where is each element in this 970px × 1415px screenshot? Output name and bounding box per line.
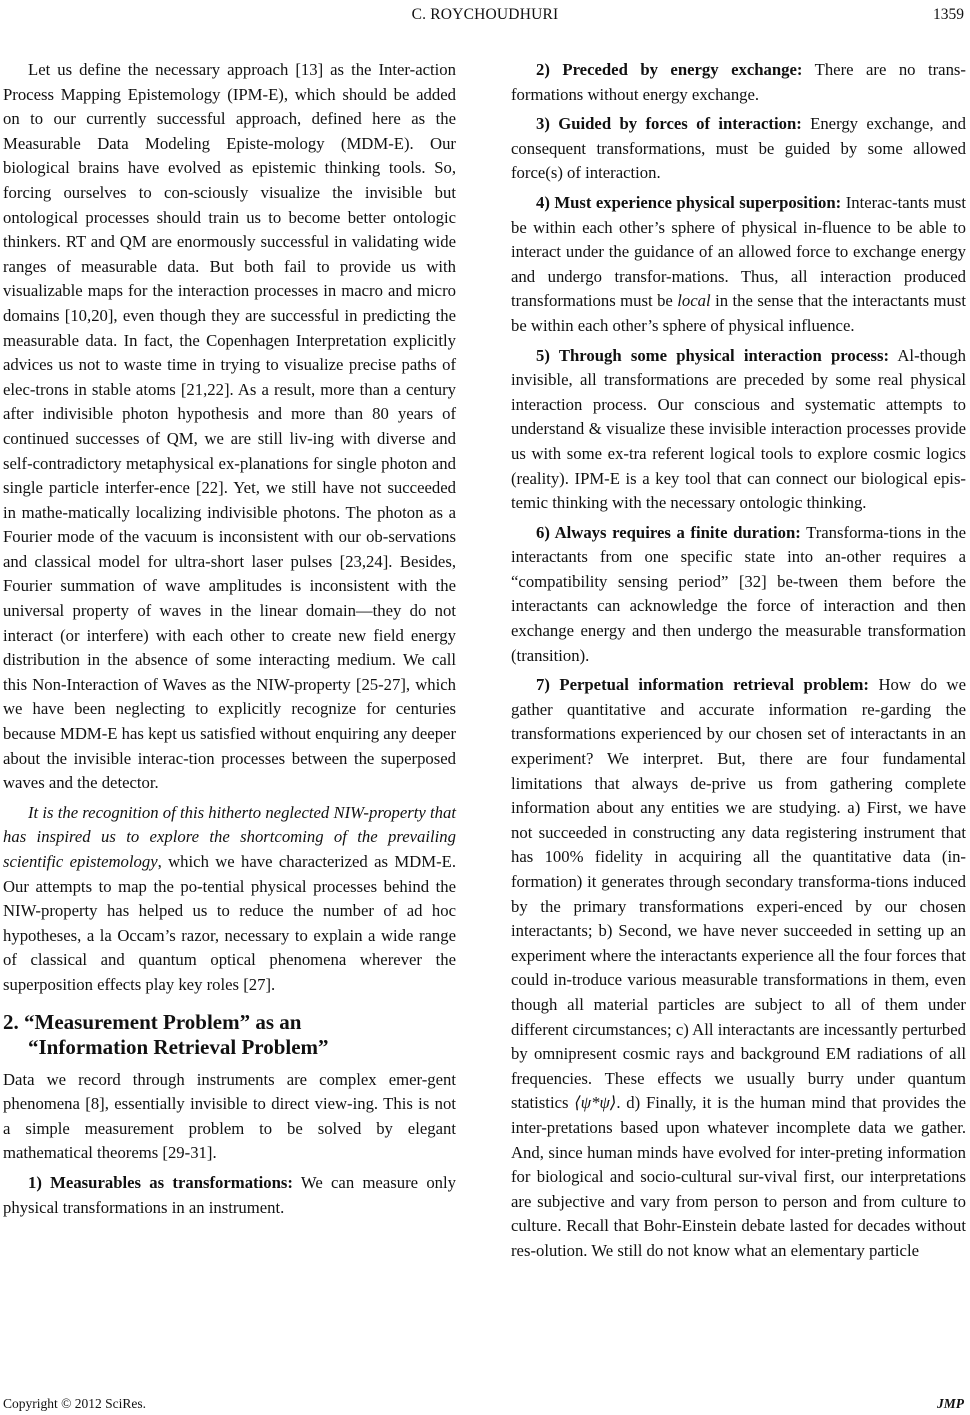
italic-emphasis: It is the recognition of this hitherto neglected NIW-property that has inspired us to explore the shortcoming of the prevailing scientific epistemology (3, 802, 456, 871)
list-item-3: 3) Guided by forces of interaction: Energy exchange, and consequent transformations, must be guided by some allowed force(s) of interaction. (511, 114, 966, 183)
list-item-4-title: 4) Must experience physical superposition: (536, 192, 842, 212)
section-heading-line1: 2. “Measurement Problem” as an (3, 1009, 302, 1034)
list-item-2-title: 2) Preceded by energy exchange: (536, 60, 803, 79)
list-item-5-title: 5) Through some physical interaction process: (536, 345, 890, 365)
list-item-1: 1) Measurables as transformations: We can measure only physical transformations in an instrument. (3, 1172, 456, 1217)
list-item-7: 7) Perpetual information retrieval problem: How do we gather quantitative and accurate information re-garding the transformations experienced by our chosen set of interactants in an experiment? We interpret. But, there are four fundamental limitations that always de-prive us from gathering complete information about any entities we are studying. a) First, we have not succeeded in constructing any data registering instrument that has 100% fidelity in acquiring all the quantitative data (in-formation) it generates through secondary transforma-tions induced by the primary transformations experi-enced by our chosen interactants; b) Second, we have never succeeded in setting up an experiment where the interactants experience all the four forces that could in-troduce various measurable transformations in them, even though all material particles are subject to all of them under different circumstances; c) All interactants are incessantly perturbed by omnipresent cosmic rays and background EM radiations of all frequencies. These effects we usually burry under quantum statistics ⟨ψ*ψ⟩. d) Finally, it is the human mind that provides the inter-pretations based upon whatever incomplete data we gather. And, since human minds have evolved for inter-preting information for biological and socio-cultural sur-vival first, our interpretations are subjective and vary from person to person and from culture to culture. Recall that Bohr-Einstein debate lasted for decades without res-olution. We still do not know what an elementary particle (511, 675, 966, 1260)
list-item-6: 6) Always requires a finite duration: Transforma-tions in the interactants from one specific state into an-other requires a “compatibility sensing period” [32] be-tween them before the interactants can acknowledge the force of interaction and then exchange energy and then undergo the measurable transformation (transition). (511, 522, 966, 665)
copyright-notice: Copyright © 2012 SciRes. (3, 1396, 147, 1411)
paragraph-data-record: Data we record through instruments are complex emer-gent phenomena [8], essentially invisible to direct view-ing. This is not a simple measurement problem to be solved by elegant mathematical theorems [29-31]. (3, 1069, 456, 1163)
section-heading-line2: “Information Retrieval Problem” (28, 1034, 329, 1059)
paragraph-ipm-e: Let us define the necessary approach [13] as the Inter-action Process Mapping Epistemology (IPM-E), which should be added on to our currently successful approach, defined here as the Measurable Data Modeling Episte-mology (MDM-E). Our biological brains have evolved as epistemic thinking tools. So, forcing ourselves to con-sciously visualize the invisible but ontological processes should train us to become better ontologic thinkers. RT and QM are enormously successful in validating wide ranges of measurable data. But both fail to provide us with visualizable maps for the interaction processes in macro and micro domains [10,20], even though they are successful in predicting the measurable data. In fact, the Copenhagen Interpretation explicitly advices us not to waste time in trying to visualize precise paths of elec-trons in stable atoms [21,22]. As a result, more than a century after indivisible photon hypothesis and more than 80 years of continued successes of QM, we are still liv-ing with diverse and self-contradictory metaphysical ex-planations for single photon and single particle interfer-ence [22]. Yet, we still have not succeeded in mathe-matically localizing indivisible photons. The photon as a Fourier mode of the vacuum is inconsistent with our ob-servations and classical model for ultra-short laser pulses [23,24]. Besides, Fourier summation of wave amplitudes is inconsistent with the universal property of waves in the linear domain—they do not interact (or interfere) with each other to create new field energy distribution in the absence of some interacting medium. We call this Non-Interaction of Waves as the NIW-property [25-27], which we have been neglecting to explicitly recognize for centuries because MDM-E has kept us satisfied without enquiring any deeper about the invisible interac-tion processes between the superposed waves and the detector. (3, 60, 456, 793)
page-number: 1359 (933, 6, 964, 23)
psi-star-psi-formula: ⟨ψ*ψ⟩ (574, 1093, 617, 1113)
page-header (0, 6, 970, 28)
list-item-7-title: 7) Perpetual information retrieval problem: (536, 675, 869, 695)
list-item-6-title: 6) Always requires a finite duration: (536, 522, 801, 542)
list-item-4: 4) Must experience physical superposition: Interac-tants must be within each other’s sphere of physical in-fluence to be able to interact under the guidance of an allowed force to exchange energy and undergo transfor-mations. Thus, all interaction produced transformations must be local in the sense that the interactants must be within each other’s sphere of physical influence. (511, 192, 966, 335)
list-item-3-title: 3) Guided by forces of interaction: (536, 114, 802, 134)
left-column (3, 58, 456, 1225)
list-item-1-title: 1) Measurables as transformations: (28, 1172, 293, 1192)
page-footer (0, 1396, 970, 1414)
paragraph-niw-recognition: It is the recognition of this hitherto neglected NIW-property that has inspired us to explore the shortcoming of the prevailing scientific epistemology, which we have characterized as MDM-E. Our attempts to map the po-tential physical processes behind the NIW-property has helped us to reduce the number of ad hoc hypotheses, a la Occam’s razor, necessary to explain a wide range of classical and quantum optical phenomena wherever the superposition effects play key roles [27]. (3, 802, 456, 994)
right-column (511, 58, 966, 1269)
section-heading (3, 1010, 456, 1060)
italic-local: local (677, 291, 711, 311)
journal-abbreviation: JMP (937, 1396, 964, 1411)
list-item-2: 2) Preceded by energy exchange: There are no trans-formations without energy exchange. (511, 60, 966, 104)
running-head-author: C. ROYCHOUDHURI (411, 6, 559, 23)
list-item-5: 5) Through some physical interaction process: Al-though invisible, all transformations are preceded by some real physical interaction process. Our conscious and systematic attempts to understand & visualize these invisible interaction processes provide us with some ex-tra referent logical tools to explore cosmic logics (reality). IPM-E is a key tool that can connect our biological epis-temic thinking with the necessary ontologic thinking. (511, 345, 966, 513)
